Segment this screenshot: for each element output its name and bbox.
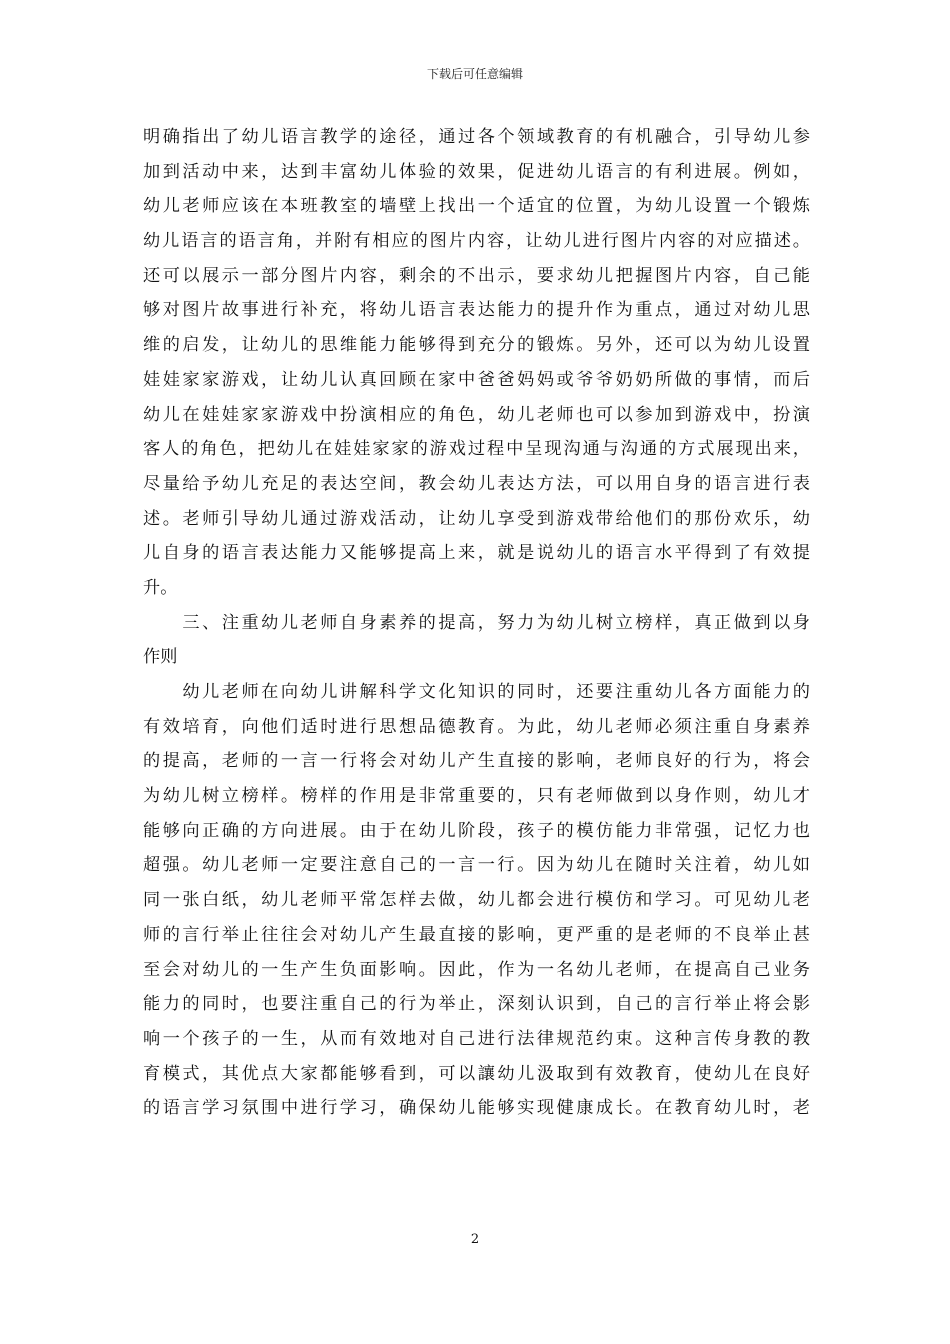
page-header: 下载后可任意编辑 [426,67,523,81]
section-heading-line: 三、注重幼儿老师自身素养的提高，努力为幼儿树立榜样，真正做到以身 [143,612,810,633]
text-line: 娃娃家家游戏，让幼儿认真回顾在家中爸爸妈妈或爷爷奶奶所做的事情，而后 [143,369,810,390]
text-line: 的语言学习氛围中进行学习，确保幼儿能够实现健康成长。在教育幼儿时，老 [143,1098,810,1119]
text-line: 维的启发，让幼儿的思维能力能够得到充分的锻炼。另外，还可以为幼儿设置 [143,335,810,356]
text-line: 同一张白纸，幼儿老师平常怎样去做，幼儿都会进行模仿和学习。可见幼儿老 [143,890,810,911]
text-line: 加到活动中来，达到丰富幼儿体验的效果，促进幼儿语言的有利进展。例如， [143,161,810,182]
text-line: 儿自身的语言表达能力又能够提高上来，就是说幼儿的语言水平得到了有效提 [143,543,810,564]
text-line: 够对图片故事进行补充，将幼儿语言表达能力的提升作为重点，通过对幼儿思 [143,300,810,321]
text-line: 育模式，其优点大家都能够看到，可以讓幼儿汲取到有效教育，使幼儿在良好 [143,1063,810,1084]
page-number: 2 [470,1232,480,1247]
text-line: 为幼儿树立榜样。榜样的作用是非常重要的，只有老师做到以身作则，幼儿才 [143,786,810,807]
section-heading-line: 作则 [143,647,178,668]
text-line: 的提高，老师的一言一行将会对幼儿产生直接的影响，老师良好的行为，将会 [143,751,810,772]
text-line: 幼儿老师应该在本班教室的墙壁上找出一个适宜的位置，为幼儿设置一个锻炼 [143,196,810,217]
text-line: 幼儿在娃娃家家游戏中扮演相应的角色，幼儿老师也可以参加到游戏中，扮演 [143,404,810,425]
text-line: 尽量给予幼儿充足的表达空间，教会幼儿表达方法，可以用自身的语言进行表 [143,473,810,494]
text-line: 师的言行举止往往会对幼儿产生最直接的影响，更严重的是老师的不良举止甚 [143,924,810,945]
text-line: 客人的角色，把幼儿在娃娃家家的游戏过程中呈现沟通与沟通的方式展现出来， [143,439,810,460]
text-line: 响一个孩子的一生，从而有效地对自己进行法律规范约束。这种言传身教的教 [143,1028,810,1049]
text-line: 有效培育，向他们适时进行思想品德教育。为此，幼儿老师必须注重自身素养 [143,716,810,737]
text-line: 述。老师引导幼儿通过游戏活动，让幼儿享受到游戏带给他们的那份欢乐，幼 [143,508,810,529]
body-text [143,120,810,1126]
text-line: 能力的同时，也要注重自己的行为举止，深刻认识到，自己的言行举止将会影 [143,994,810,1015]
text-line: 升。 [143,577,178,598]
text-line: 能够向正确的方向进展。由于在幼儿阶段，孩子的模仿能力非常强，记忆力也 [143,820,810,841]
text-line: 幼儿语言的语言角，并附有相应的图片内容，让幼儿进行图片内容的对应描述。 [143,231,810,252]
text-line: 明确指出了幼儿语言教学的途径，通过各个领域教育的有机融合，引导幼儿参 [143,127,810,147]
text-line: 幼儿老师在向幼儿讲解科学文化知识的同时，还要注重幼儿各方面能力的 [143,682,810,702]
text-line: 超强。幼儿老师一定要注意自己的一言一行。因为幼儿在随时关注着，幼儿如 [143,855,810,876]
text-line: 至会对幼儿的一生产生负面影响。因此，作为一名幼儿老师，在提高自己业务 [143,959,810,980]
text-line: 还可以展示一部分图片内容，剩余的不出示，要求幼儿把握图片内容，自己能 [143,265,810,286]
